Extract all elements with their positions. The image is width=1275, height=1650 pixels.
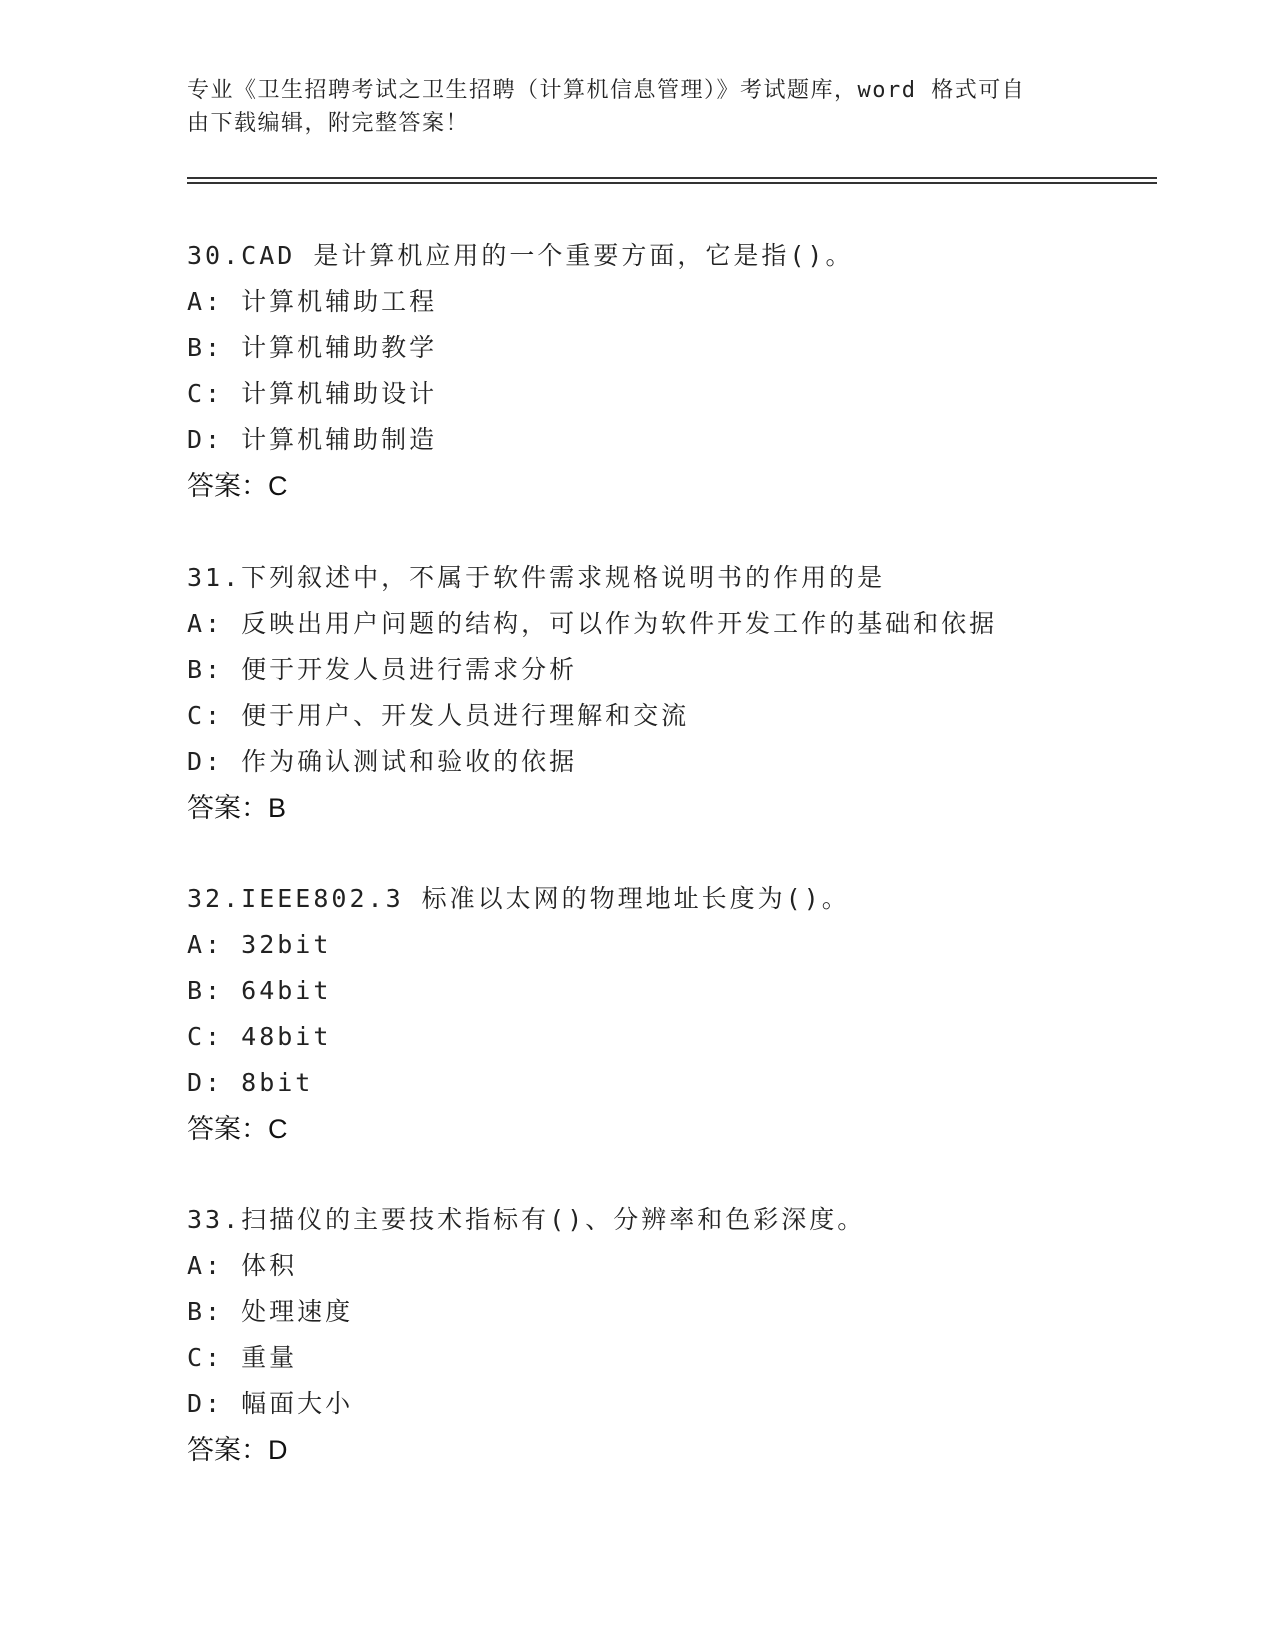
option-b: B: 计算机辅助教学 (187, 333, 438, 362)
question-title: 31.下列叙述中，不属于软件需求规格说明书的作用的是 (187, 563, 886, 592)
question-31 (187, 555, 1187, 831)
option-c: C: 计算机辅助设计 (187, 379, 438, 408)
option-d: D: 8bit (187, 1068, 314, 1097)
option-d: D: 幅面大小 (187, 1389, 354, 1418)
option-a: A: 反映出用户问题的结构，可以作为软件开发工作的基础和依据 (187, 609, 998, 638)
question-33 (187, 1197, 1187, 1473)
answer-line: 答案：B (187, 793, 287, 823)
question-30 (187, 233, 1187, 509)
header-divider-top (187, 177, 1157, 179)
document-intro (187, 74, 1087, 140)
header-divider-bottom (187, 182, 1157, 184)
option-b: B: 处理速度 (187, 1297, 354, 1326)
answer-line: 答案：D (187, 1435, 288, 1465)
answer-line: 答案：C (187, 1114, 288, 1144)
intro-line-2: 由下载编辑，附完整答案！ (187, 111, 470, 136)
option-a: A: 计算机辅助工程 (187, 287, 438, 316)
answer-line: 答案：C (187, 471, 288, 501)
question-title: 30.CAD 是计算机应用的一个重要方面，它是指()。 (187, 241, 854, 270)
option-a: A: 体积 (187, 1251, 298, 1280)
option-c: C: 便于用户、开发人员进行理解和交流 (187, 701, 690, 730)
question-32 (187, 876, 1187, 1152)
option-c: C: 48bit (187, 1022, 332, 1051)
option-c: C: 重量 (187, 1343, 298, 1372)
option-a: A: 32bit (187, 930, 332, 959)
option-d: D: 计算机辅助制造 (187, 425, 438, 454)
option-b: B: 便于开发人员进行需求分析 (187, 655, 578, 684)
intro-line-1: 专业《卫生招聘考试之卫生招聘（计算机信息管理）》考试题库，word 格式可自 (187, 78, 1026, 103)
question-title: 33.扫描仪的主要技术指标有()、分辨率和色彩深度。 (187, 1205, 866, 1234)
option-d: D: 作为确认测试和验收的依据 (187, 747, 578, 776)
option-b: B: 64bit (187, 976, 332, 1005)
question-title: 32.IEEE802.3 标准以太网的物理地址长度为()。 (187, 884, 850, 913)
